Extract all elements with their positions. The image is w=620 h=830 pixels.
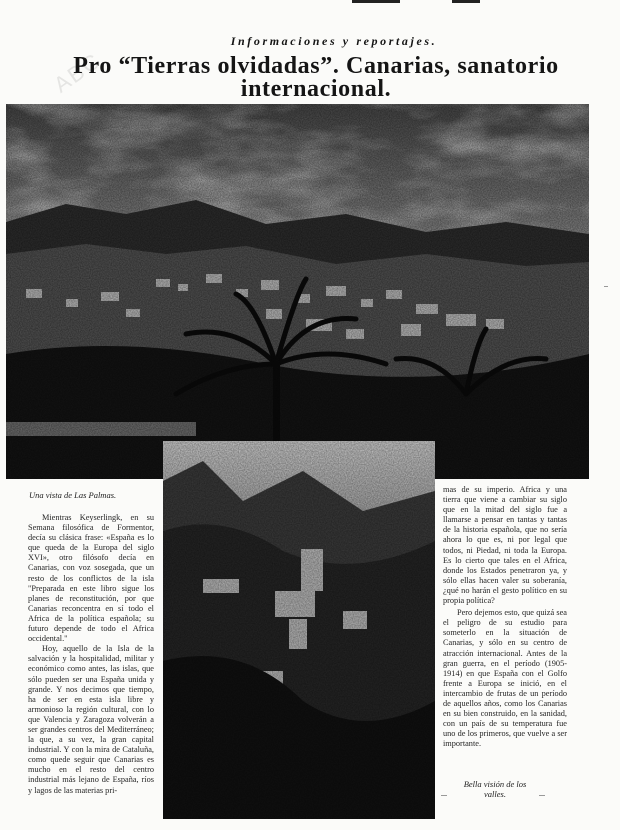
caption-photo-1: Una vista de Las Palmas.	[29, 490, 117, 500]
section-label: Informaciones y reportajes.	[230, 34, 438, 48]
photo-las-palmas-image	[6, 104, 589, 479]
article-column-left	[28, 513, 154, 796]
article-paragraph: Hoy, aquello de la Isla de la salvación y la hospitalidad, militar y económico como antes, las islas, que sólo pueden ser una España unida y grande. Y nos decimos que tiempo, ha de ser en esta isla libre y armonioso la región cultural, con lo que Valencia y Zaragoza volverán a ser grandes centros del Mediterráneo; la que, a su vez, la gran capital industrial. Y con la mira de Cataluña, como quede seguir que Canarias es mucho en el resto del centro industrial más lejano de España, ríos y lagos de las materias pri-	[28, 644, 154, 795]
caption-photo-2	[455, 779, 535, 799]
article-column-right	[443, 485, 567, 749]
headline-line-1: Pro “Tierras olvidadas”. Canarias, sanatorio	[73, 53, 559, 79]
photo-las-palmas	[6, 104, 589, 479]
article-paragraph: mas de su imperio. Africa y una tierra que viene a cambiar su siglo que en la mitad del siglo fue a llamarse a pensar en tantas y tantas de la historia española, que no sería ahora lo que es, ni por legal que todos, ni Piedad, ni toda la Europa. Es lo cierto que tales en el Africa, donde los Estados penetraron ya, y sólo ellas hacen valer su soberanía, ¿qué no harán el gesto político en su propia política?	[443, 485, 567, 606]
photo-valles-image	[163, 441, 435, 819]
photo-valles	[163, 441, 435, 819]
top-rule	[0, 0, 620, 6]
headline	[6, 55, 620, 101]
article-paragraph: Pero dejemos esto, que quizá sea el peligro de su estudio para someterlo en la situación de Canarias, y sólo en su centro de atracción internacional. Antes de la gran guerra, en el período (1905-1914) en que España con el Golfo frente a Europa se inició, en el intercambio de frutas de un período de aquellos años, como los Canarias en su bien construido, en la sanidad, con un país de su temperatura fue uno de los primeros, que vuelve a ser importante.	[443, 608, 567, 749]
caption-photo-2-line-1: Bella visión de los	[463, 779, 527, 789]
article-paragraph: Mientras Keyserlingk, en su Semana filosófica de Formentor, decía su clásica frase: «España es lo que queda de la Europa del siglo XVI», otro filósofo decía en Canarias, con voz sosegada, que un resto de los conflictos de la isla "Preparada en este libro sigue los planes de reconstitución, por que Canarias reconcentra en sí todo el Africa de la política española; su futuro depende de todo el Africa occidental."	[28, 513, 154, 644]
headline-line-2: internacional.	[240, 76, 392, 102]
caption-photo-2-line-2: valles.	[484, 789, 506, 799]
watermark-left: ABC	[49, 47, 106, 98]
